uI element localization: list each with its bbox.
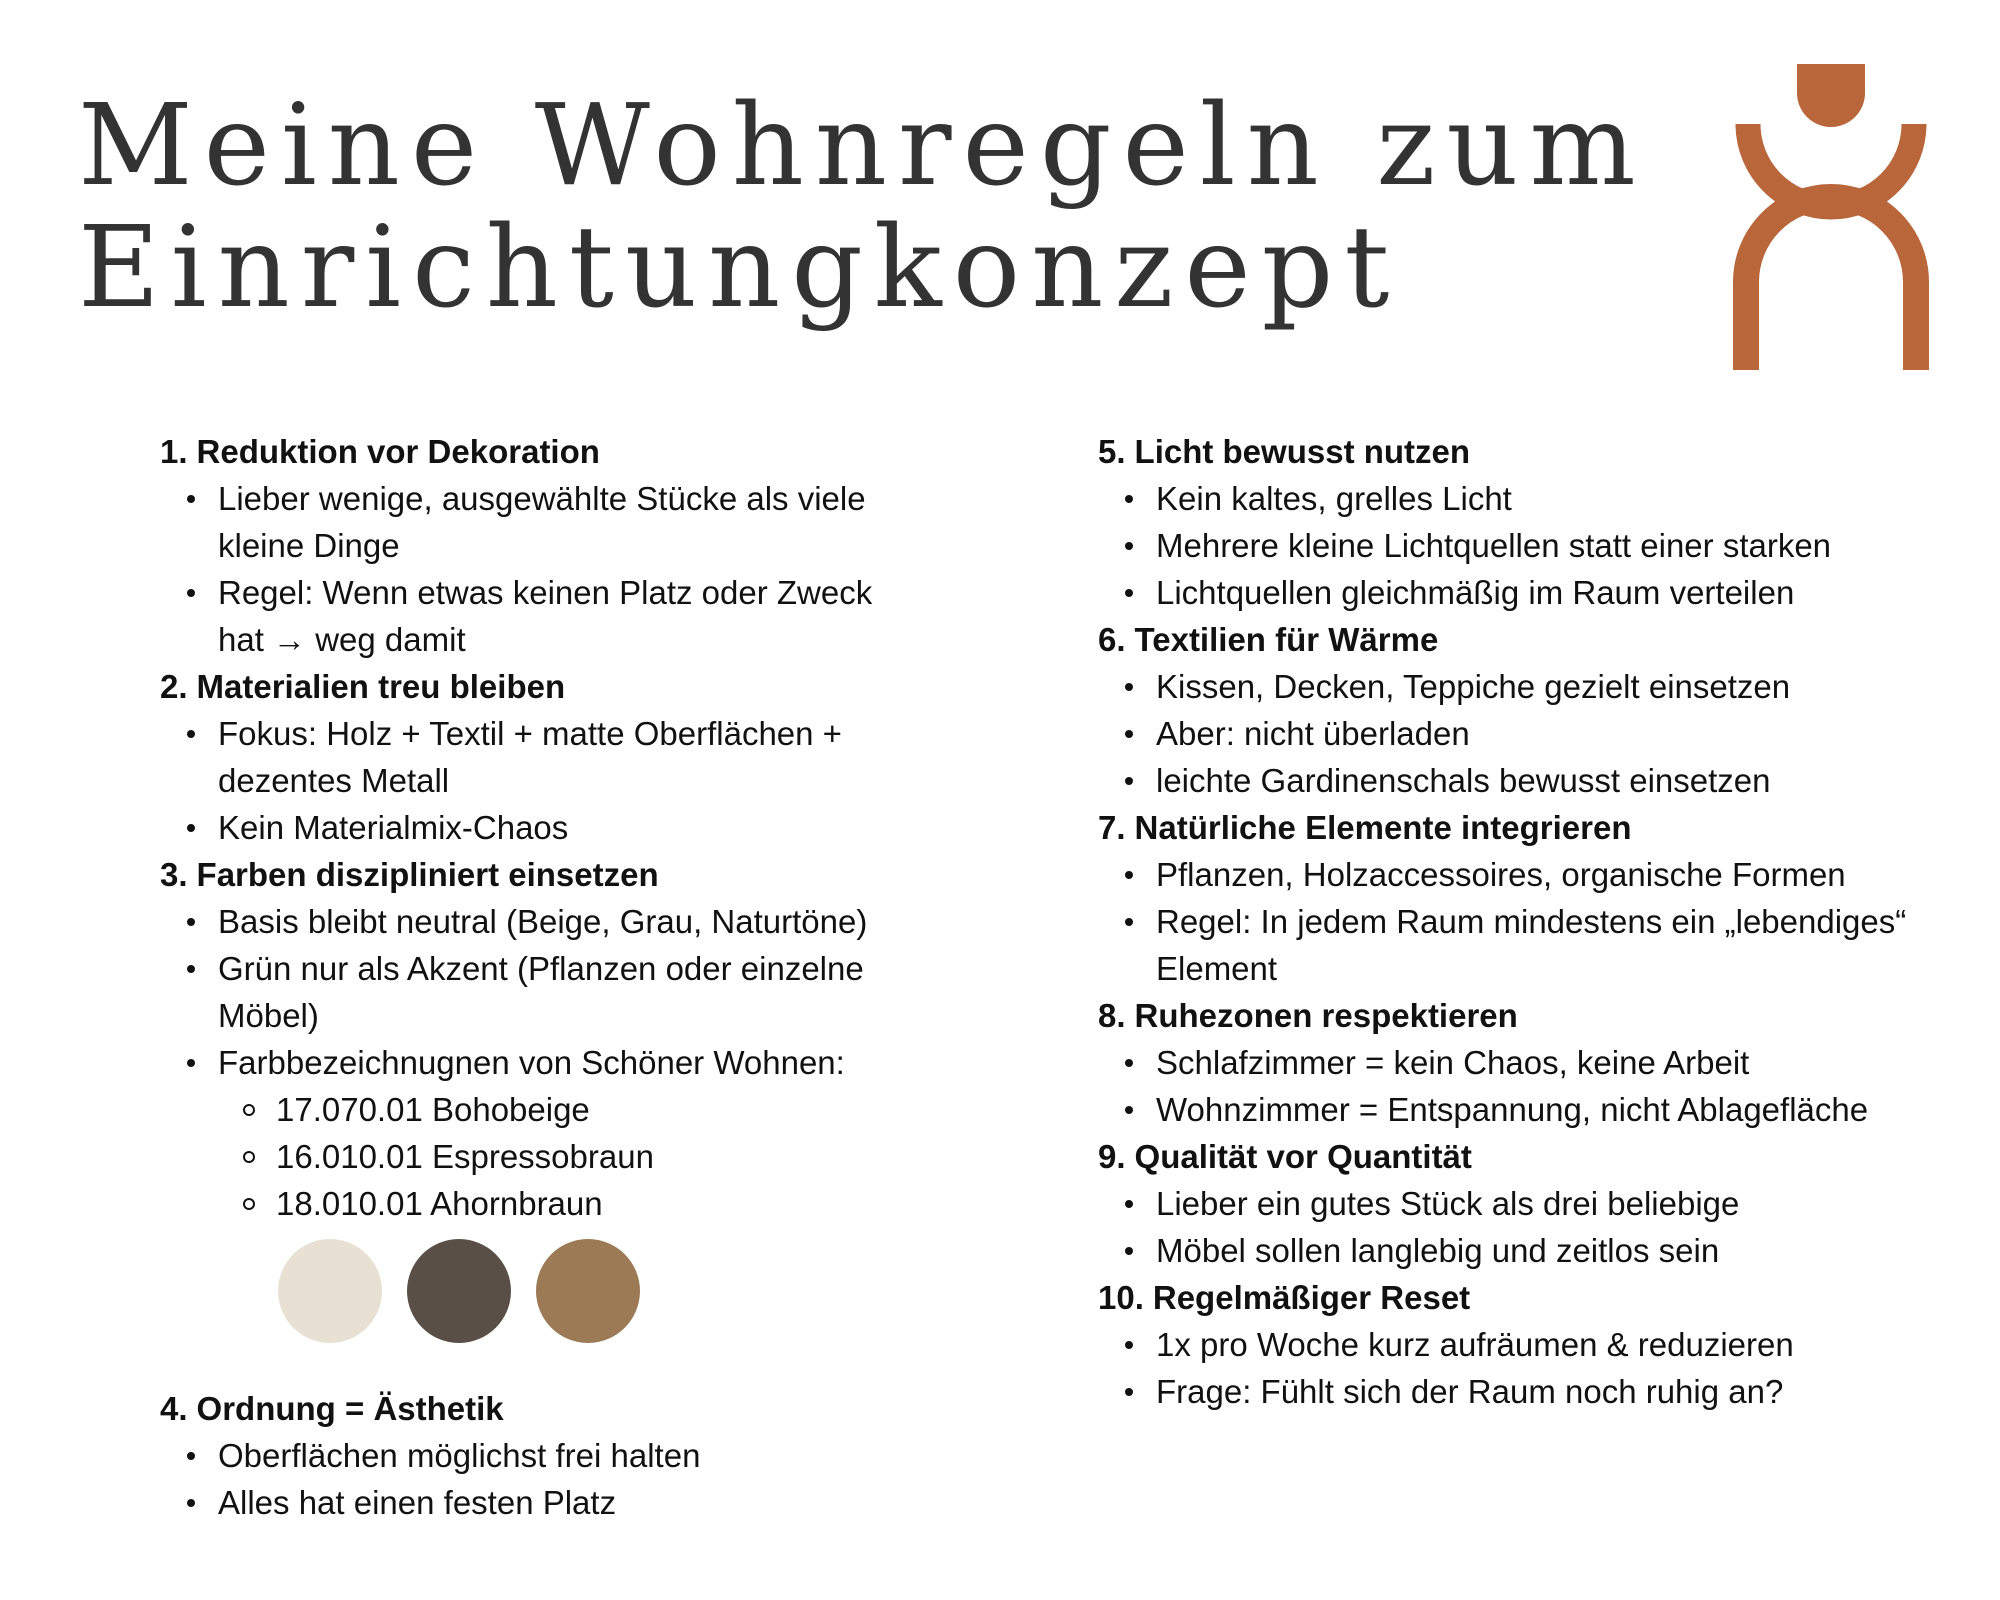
bullet-list [160,1432,920,1526]
list-item: Lieber ein gutes Stück als drei beliebige [1156,1180,1978,1227]
rule-title [1098,804,1978,851]
list-item: Grün nur als Akzent (Pflanzen oder einzelne Möbel) [218,945,920,1039]
bullet-list [1098,1321,1978,1415]
rule-7 [1098,804,1978,992]
color-swatches [278,1239,920,1343]
list-item: Aber: nicht überladen [1156,710,1978,757]
sub-list-item: 18.010.01 Ahornbraun [276,1180,920,1227]
rule-5 [1098,428,1978,616]
list-item: Lieber wenige, ausgewählte Stücke als viele kleine Dinge [218,475,920,569]
rule-1 [160,428,920,663]
color-swatch-espressobraun [407,1239,511,1343]
rule-heading: Natürliche Elemente integrieren [1134,809,1632,846]
rule-title [160,428,920,475]
sub-list-item: 16.010.01 Espressobraun [276,1133,920,1180]
rule-heading: Ordnung = Ästhetik [196,1390,504,1427]
list-item: Wohnzimmer = Entspannung, nicht Ablagefläche [1156,1086,1978,1133]
color-swatch-bohobeige [278,1239,382,1343]
rule-number: 7. [1098,809,1126,846]
rule-heading: Farben diszipliniert einsetzen [196,856,659,893]
rule-title [1098,428,1978,475]
rules-column-left [160,428,920,1526]
rule-number: 2. [160,668,188,705]
page-title-line-1: Meine Wohnregeln zum [78,81,1647,211]
bullet-list [1098,663,1978,804]
rule-heading: Ruhezonen respektieren [1134,997,1518,1034]
bullet-list [160,710,920,851]
rule-number: 6. [1098,621,1126,658]
abstract-arch-smile-logo-icon [1730,60,1950,380]
rule-title [160,1385,920,1432]
bullet-list [1098,851,1978,992]
sub-list-item: 17.070.01 Bohobeige [276,1086,920,1133]
rule-10 [1098,1274,1978,1415]
list-item: Regel: Wenn etwas keinen Platz oder Zweck hat → weg damit [218,569,920,663]
bullet-list [1098,1039,1978,1133]
list-item: Alles hat einen festen Platz [218,1479,920,1526]
rule-heading: Licht bewusst nutzen [1134,433,1471,470]
rule-title [1098,1274,1978,1321]
color-swatch-ahornbraun [536,1239,640,1343]
page-title-line-2: Einrichtungkonzept [78,203,1401,333]
list-item: Mehrere kleine Lichtquellen statt einer starken [1156,522,1978,569]
rule-heading: Textilien für Wärme [1134,621,1439,658]
page-title [78,81,1647,333]
list-item: Lichtquellen gleichmäßig im Raum verteilen [1156,569,1978,616]
list-item: Kein kaltes, grelles Licht [1156,475,1978,522]
list-item: Pflanzen, Holzaccessoires, organische Formen [1156,851,1978,898]
rule-number: 4. [160,1390,188,1427]
rule-8 [1098,992,1978,1133]
bullet-list [1098,475,1978,616]
rule-number: 5. [1098,433,1126,470]
rule-2 [160,663,920,851]
list-item: Schlafzimmer = kein Chaos, keine Arbeit [1156,1039,1978,1086]
list-item: Oberflächen möglichst frei halten [218,1432,920,1479]
rule-heading: Qualität vor Quantität [1134,1138,1472,1175]
bullet-list [160,898,920,1227]
list-item: Kissen, Decken, Teppiche gezielt einsetzen [1156,663,1978,710]
rule-title [1098,1133,1978,1180]
rule-6 [1098,616,1978,804]
list-item: Kein Materialmix-Chaos [218,804,920,851]
rules-column-right [1098,428,1978,1415]
sub-bullet-list [218,1086,920,1227]
bullet-list [160,475,920,663]
rule-number: 1. [160,433,188,470]
rule-heading: Reduktion vor Dekoration [196,433,600,470]
logo-top-cup-shape [1797,64,1865,127]
list-item-color-names [218,1039,920,1227]
list-item: Fokus: Holz + Textil + matte Oberflächen + dezentes Metall [218,710,920,804]
list-item: Frage: Fühlt sich der Raum noch ruhig an? [1156,1368,1978,1415]
bullet-list [1098,1180,1978,1274]
rule-title [160,663,920,710]
rule-title [160,851,920,898]
rule-heading: Materialien treu bleiben [196,668,566,705]
rule-3 [160,851,920,1343]
list-item-text: Farbbezeichnugnen von Schöner Wohnen: [218,1044,845,1081]
list-item: Basis bleibt neutral (Beige, Grau, Naturtöne) [218,898,920,945]
rule-4 [160,1385,920,1526]
rule-heading: Regelmäßiger Reset [1152,1279,1471,1316]
logo-arch-shape [1746,197,1916,370]
list-item: leichte Gardinenschals bewusst einsetzen [1156,757,1978,804]
rule-number: 10. [1098,1279,1144,1316]
rule-number: 8. [1098,997,1126,1034]
rule-number: 3. [160,856,188,893]
rule-number: 9. [1098,1138,1126,1175]
rule-title [1098,992,1978,1039]
rule-title [1098,616,1978,663]
list-item: Möbel sollen langlebig und zeitlos sein [1156,1227,1978,1274]
list-item: Regel: In jedem Raum mindestens ein „lebendiges“ Element [1156,898,1978,992]
list-item: 1x pro Woche kurz aufräumen & reduzieren [1156,1321,1978,1368]
rule-9 [1098,1133,1978,1274]
